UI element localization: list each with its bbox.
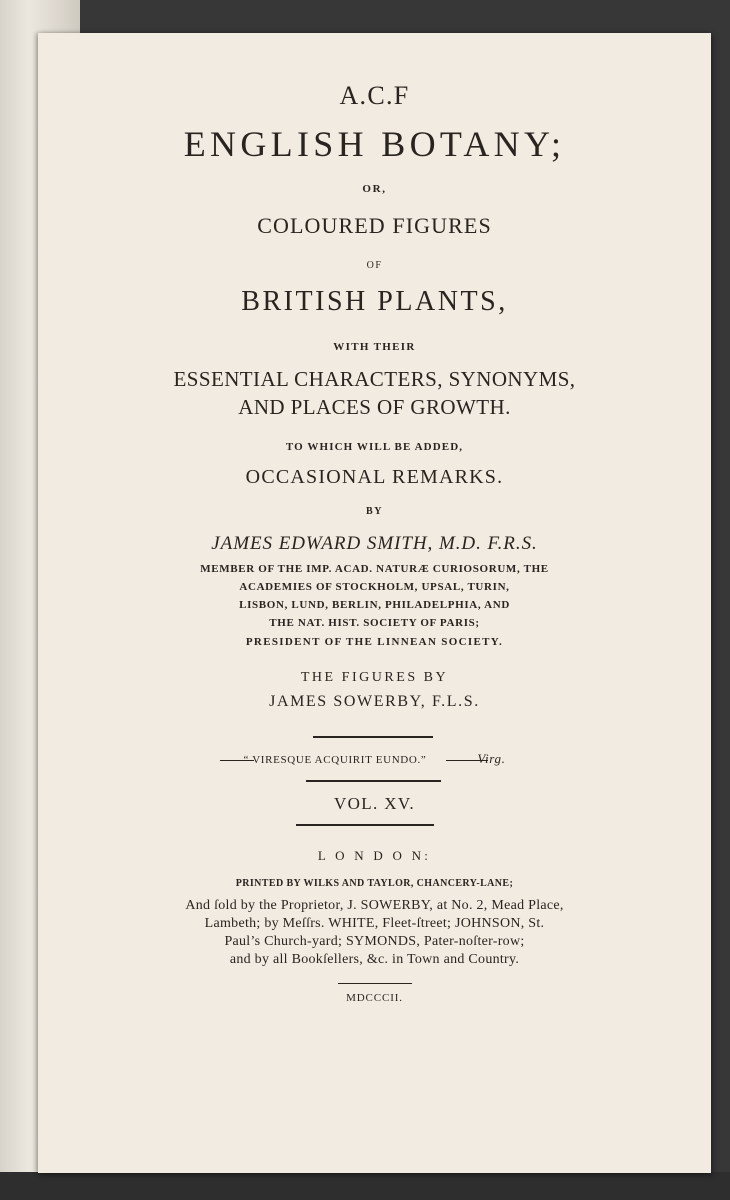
sold-line-4: and by all Bookſellers, &c. in Town and Country.	[229, 952, 520, 967]
motto-source: Virg.	[477, 751, 506, 766]
monogram: A.C.F	[339, 81, 410, 110]
characters-line-1: ESSENTIAL CHARACTERS, SYNONYMS,	[173, 367, 576, 391]
to-which-added-text: TO WHICH WILL BE ADDED,	[285, 441, 464, 453]
member-line-3: LISBON, LUND, BERLIN, PHILADELPHIA, AND	[239, 599, 510, 611]
sold-line-2: Lambeth; by Meſſrs. WHITE, Fleet-ſtreet; JOHNSON, St.	[204, 916, 545, 931]
publication-date: MDCCCII.	[346, 992, 403, 1004]
motto-dash-right	[446, 760, 488, 761]
characters-line-2: AND PLACES OF GROWTH.	[238, 395, 511, 419]
printed-by-text: PRINTED BY WILKS AND TAYLOR, CHANCERY-LANE;	[235, 878, 514, 889]
subtitle-coloured-figures: COLOURED FIGURES	[257, 213, 492, 238]
sold-line-1: And ſold by the Proprietor, J. SOWERBY, at No. 2, Mead Place,	[185, 898, 564, 913]
by-text: BY	[366, 506, 383, 517]
sold-line-3: Paul’s Church-yard; SYMONDS, Pater-noſter-row;	[224, 934, 525, 949]
subtitle-british-plants: BRITISH PLANTS,	[241, 286, 508, 317]
motto-quote	[38, 751, 711, 767]
with-their-text: WITH THEIR	[333, 341, 416, 353]
of-text: OF	[366, 260, 383, 271]
author-name: JAMES EDWARD SMITH, M.D. F.R.S.	[211, 533, 538, 554]
title-page	[38, 33, 711, 1173]
london-text: L O N D O N:	[317, 848, 432, 863]
volume-number: VOL. XV.	[334, 794, 415, 813]
member-line-1: MEMBER OF THE IMP. ACAD. NATURÆ CURIOSORUM, THE	[200, 563, 549, 575]
figures-by-text: THE FIGURES BY	[300, 670, 449, 685]
member-line-2: ACADEMIES OF STOCKHOLM, UPSAL, TURIN,	[239, 581, 510, 593]
date-rule	[338, 983, 412, 984]
ornamental-rule-top	[313, 736, 433, 738]
dark-background	[0, 1172, 730, 1200]
ornamental-rule-middle	[306, 780, 441, 782]
illustrator-name: JAMES SOWERBY, F.L.S.	[269, 693, 480, 710]
or-text: OR,	[362, 183, 387, 195]
motto-text: “ VIRESQUE ACQUIRIT EUNDO.”	[243, 754, 427, 766]
ornamental-rule-bottom	[296, 824, 434, 826]
member-line-4: THE NAT. HIST. SOCIETY OF PARIS;	[269, 617, 480, 629]
president-text: PRESIDENT OF THE LINNEAN SOCIETY.	[245, 636, 504, 648]
book-title: ENGLISH BOTANY;	[183, 124, 566, 164]
occasional-remarks: OCCASIONAL REMARKS.	[245, 466, 504, 488]
